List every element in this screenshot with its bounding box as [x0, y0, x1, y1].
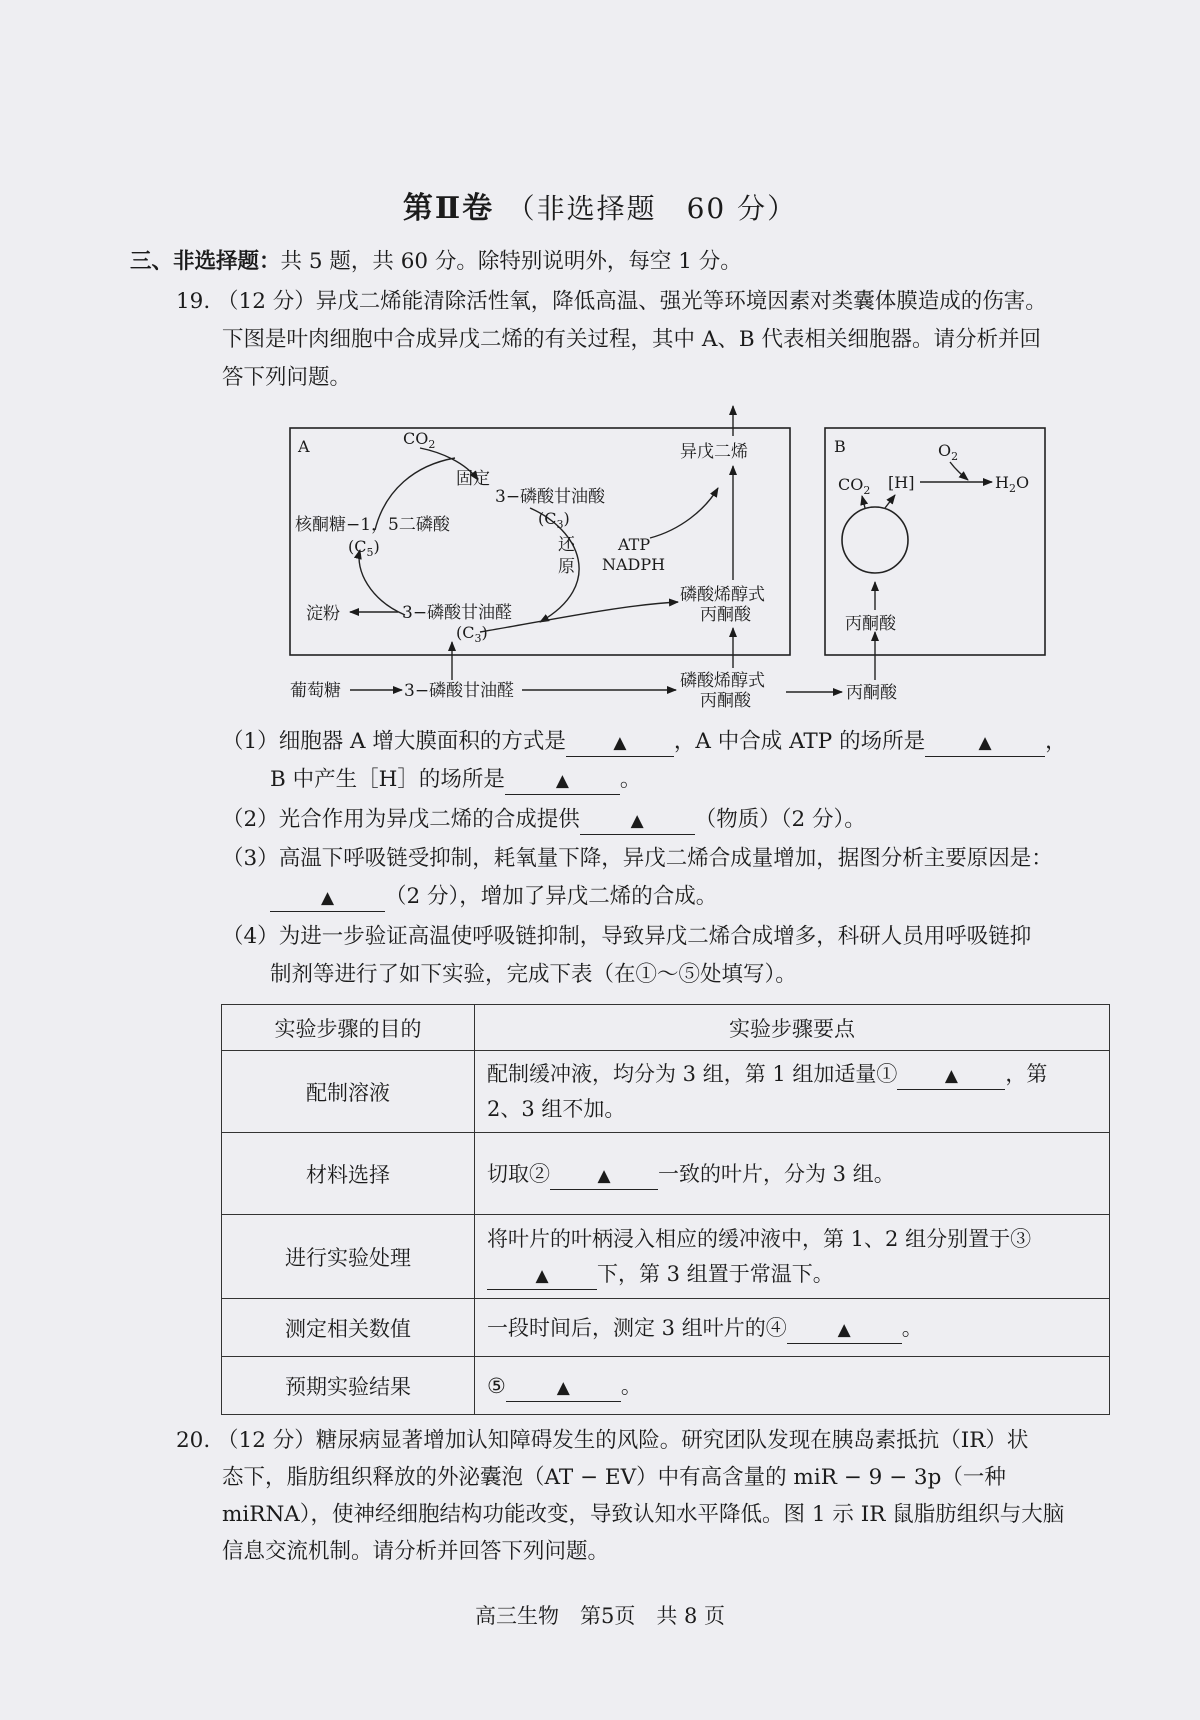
tca-cycle: [842, 507, 908, 573]
pep-cyto-line2: 丙酮酸: [700, 691, 751, 711]
table-cell-steps: 将叶片的叶柄浸入相应的缓冲液中，第 1、2 组分别置于③ ▲ 下，第 3 组置于常温下。: [475, 1215, 1110, 1299]
table-row: [222, 1133, 1110, 1215]
page-footer: 高三生物 第5页 共 8 页: [474, 1604, 726, 1628]
answer-blank-table-2[interactable]: ▲: [550, 1163, 658, 1190]
h-label-b: [H]: [888, 473, 915, 492]
answer-blank-2[interactable]: ▲: [580, 808, 695, 835]
pep-a-line1: 磷酸烯醇式: [680, 585, 765, 605]
table-cell-steps: ⑤ ▲ 。: [475, 1357, 1110, 1415]
q19-sub3-num: （3）: [222, 846, 279, 871]
q19-sub4-text-a: 为进一步验证高温使呼吸链抑制，导致异戊二烯合成增多，科研人员用呼吸链抑: [278, 924, 1032, 949]
instructions: [130, 247, 742, 277]
table-header-purpose: 实验步骤的目的: [222, 1005, 475, 1051]
isoprene-label: 异戊二烯: [680, 442, 748, 462]
table-header-steps: 实验步骤要点: [475, 1005, 1110, 1051]
q19-sub1-text-e: 。: [619, 767, 642, 792]
q20-line1: [176, 1426, 1028, 1456]
q19-sub1-num: （1）: [222, 729, 279, 754]
table-cell-steps: 切取② ▲ 一致的叶片，分为 3 组。: [475, 1133, 1110, 1215]
organelle-a-label: A: [298, 437, 310, 456]
section-title: [0, 183, 1200, 227]
q19-sub1-text-d: B 中产生［H］的场所是: [270, 767, 505, 792]
table-row: [222, 1215, 1110, 1299]
rubp-c5-label: $(C_5)$: [348, 537, 380, 559]
reduction-label-1: 还: [558, 535, 575, 555]
table-row: [222, 1357, 1110, 1415]
q20-number: 20.: [176, 1428, 211, 1453]
q19-number: 19.: [176, 289, 211, 314]
section-title-sub: （非选择题 60 分）: [506, 192, 798, 225]
answer-blank-1b[interactable]: ▲: [925, 730, 1045, 757]
table-row: [222, 1299, 1110, 1357]
q20-line4: 信息交流机制。请分析并回答下列问题。: [222, 1539, 610, 1564]
q19-sub3-text-a: 高温下呼吸链受抑制，耗氧量下降，异戊二烯合成量增加，据图分析主要原因是：: [278, 846, 1053, 871]
answer-blank-table-5[interactable]: ▲: [506, 1375, 621, 1402]
answer-blank-1c[interactable]: ▲: [505, 768, 620, 795]
q19-sub2: [222, 805, 866, 835]
atp-label: ATP: [618, 535, 651, 554]
instructions-heading: 三、非选择题：: [130, 249, 281, 274]
q19-sub4-num: （4）: [222, 924, 279, 949]
calvin-arc-left: [359, 550, 405, 615]
table-cell-steps: 配制缓冲液，均分为 3 组，第 1 组加适量① ▲ ，第 2、3 组不加。: [475, 1051, 1110, 1133]
q19-sub2-num: （2）: [222, 807, 279, 832]
answer-blank-table-3[interactable]: ▲: [487, 1263, 597, 1290]
q20-line3: miRNA），使神经细胞结构功能改变，导致认知水平降低。图 1 示 IR 鼠脂肪组织与大脑: [222, 1502, 1065, 1527]
o2-label: $O_2$: [938, 441, 959, 463]
table-cell-steps: 一段时间后，测定 3 组叶片的④ ▲ 。: [475, 1299, 1110, 1357]
starch-label: 淀粉: [306, 604, 340, 624]
q19-stem-line3: 答下列问题。: [222, 365, 352, 390]
q19-sub3-text-b: （2 分），增加了异戊二烯的合成。: [385, 884, 718, 909]
pyruvate-cyto-label: 丙酮酸: [846, 683, 897, 703]
pep-a-line2: 丙酮酸: [700, 605, 751, 625]
co2-label-b: $CO_2$: [838, 475, 871, 497]
atp-to-isoprene-arrow: [650, 488, 718, 538]
g3p-label-cyto: 3−磷酸甘油醛: [404, 681, 515, 701]
pga-label: 3−磷酸甘油酸: [495, 487, 606, 507]
cycle-to-h-arrow: [885, 495, 895, 508]
q20-text1: （12 分）糖尿病显著增加认知障碍发生的风险。研究团队发现在胰岛素抵抗（IR）状: [217, 1428, 1029, 1453]
q19-sub1-text-b: ，A 中合成 ATP 的场所是: [673, 729, 926, 754]
table-cell-purpose: 进行实验处理: [222, 1215, 475, 1299]
g3p-c3-label-a: $(C_3)$: [456, 623, 488, 645]
rubp-label: 核酮糖−1，5二磷酸: [295, 515, 450, 535]
q19-stem-line1: [176, 287, 1047, 317]
answer-blank-1a[interactable]: ▲: [566, 730, 674, 757]
reduction-label-2: 原: [558, 557, 575, 577]
pga-c3-label: $(C_3)$: [538, 509, 570, 531]
o2-in-arrow: [950, 462, 968, 480]
glucose-label: 葡萄糖: [290, 681, 341, 701]
q19-sub1-line2: [270, 765, 641, 795]
table-cell-purpose: 配制溶液: [222, 1051, 475, 1133]
q19-sub3-line1: [222, 844, 1053, 874]
pyruvate-b-label: 丙酮酸: [845, 614, 896, 634]
answer-blank-table-4[interactable]: ▲: [787, 1317, 902, 1344]
q19-stem-text1: （12 分）异戊二烯能清除活性氧，降低高温、强光等环境因素对类囊体膜造成的伤害。: [217, 289, 1047, 314]
pathway-diagram: [280, 400, 1180, 720]
q19-sub4-line2: 制剂等进行了如下实验，完成下表（在①～⑤处填写）。: [270, 962, 797, 987]
answer-blank-table-1[interactable]: ▲: [897, 1063, 1005, 1090]
table-cell-purpose: 材料选择: [222, 1133, 475, 1215]
experiment-table: [221, 1004, 1110, 1415]
nadph-label: NADPH: [602, 555, 666, 574]
q19-sub1-text-a: 细胞器 A 增大膜面积的方式是: [278, 729, 566, 754]
table-cell-purpose: 预期实验结果: [222, 1357, 475, 1415]
pep-cyto-line1: 磷酸烯醇式: [680, 671, 765, 691]
answer-blank-3[interactable]: ▲: [270, 885, 385, 912]
section-title-main: 第Ⅱ卷: [402, 191, 495, 226]
table-row: [222, 1051, 1110, 1133]
q19-sub4-line1: [222, 922, 1031, 952]
cycle-to-co2-arrow: [862, 496, 865, 508]
q20-line2: 态下，脂肪组织释放的外泌囊泡（AT − EV）中有高含量的 miR − 9 − 3p（一种: [222, 1465, 1006, 1490]
q19-sub2-text-a: 光合作用为异戊二烯的合成提供: [278, 807, 580, 832]
q19-sub2-text-b: （物质）（2 分）。: [694, 807, 866, 832]
table-header-row: [222, 1005, 1110, 1051]
q19-sub3-line2: [270, 882, 717, 912]
q19-stem-line2: 下图是叶肉细胞中合成异戊二烯的有关过程，其中 A、B 代表相关细胞器。请分析并回: [222, 327, 1041, 352]
fixation-label: 固定: [456, 469, 490, 489]
instructions-text: 共 5 题，共 60 分。除特别说明外，每空 1 分。: [280, 249, 742, 274]
g3p-label-a: 3−磷酸甘油醛: [402, 603, 513, 623]
table-cell-purpose: 测定相关数值: [222, 1299, 475, 1357]
q19-sub1-text-c: ，: [1045, 729, 1067, 754]
organelle-b-label: B: [834, 437, 846, 456]
co2-label-a: $CO_2$: [403, 429, 436, 451]
q19-sub1-line1: [222, 727, 1067, 757]
h2o-label: $H_2O$: [995, 473, 1030, 495]
